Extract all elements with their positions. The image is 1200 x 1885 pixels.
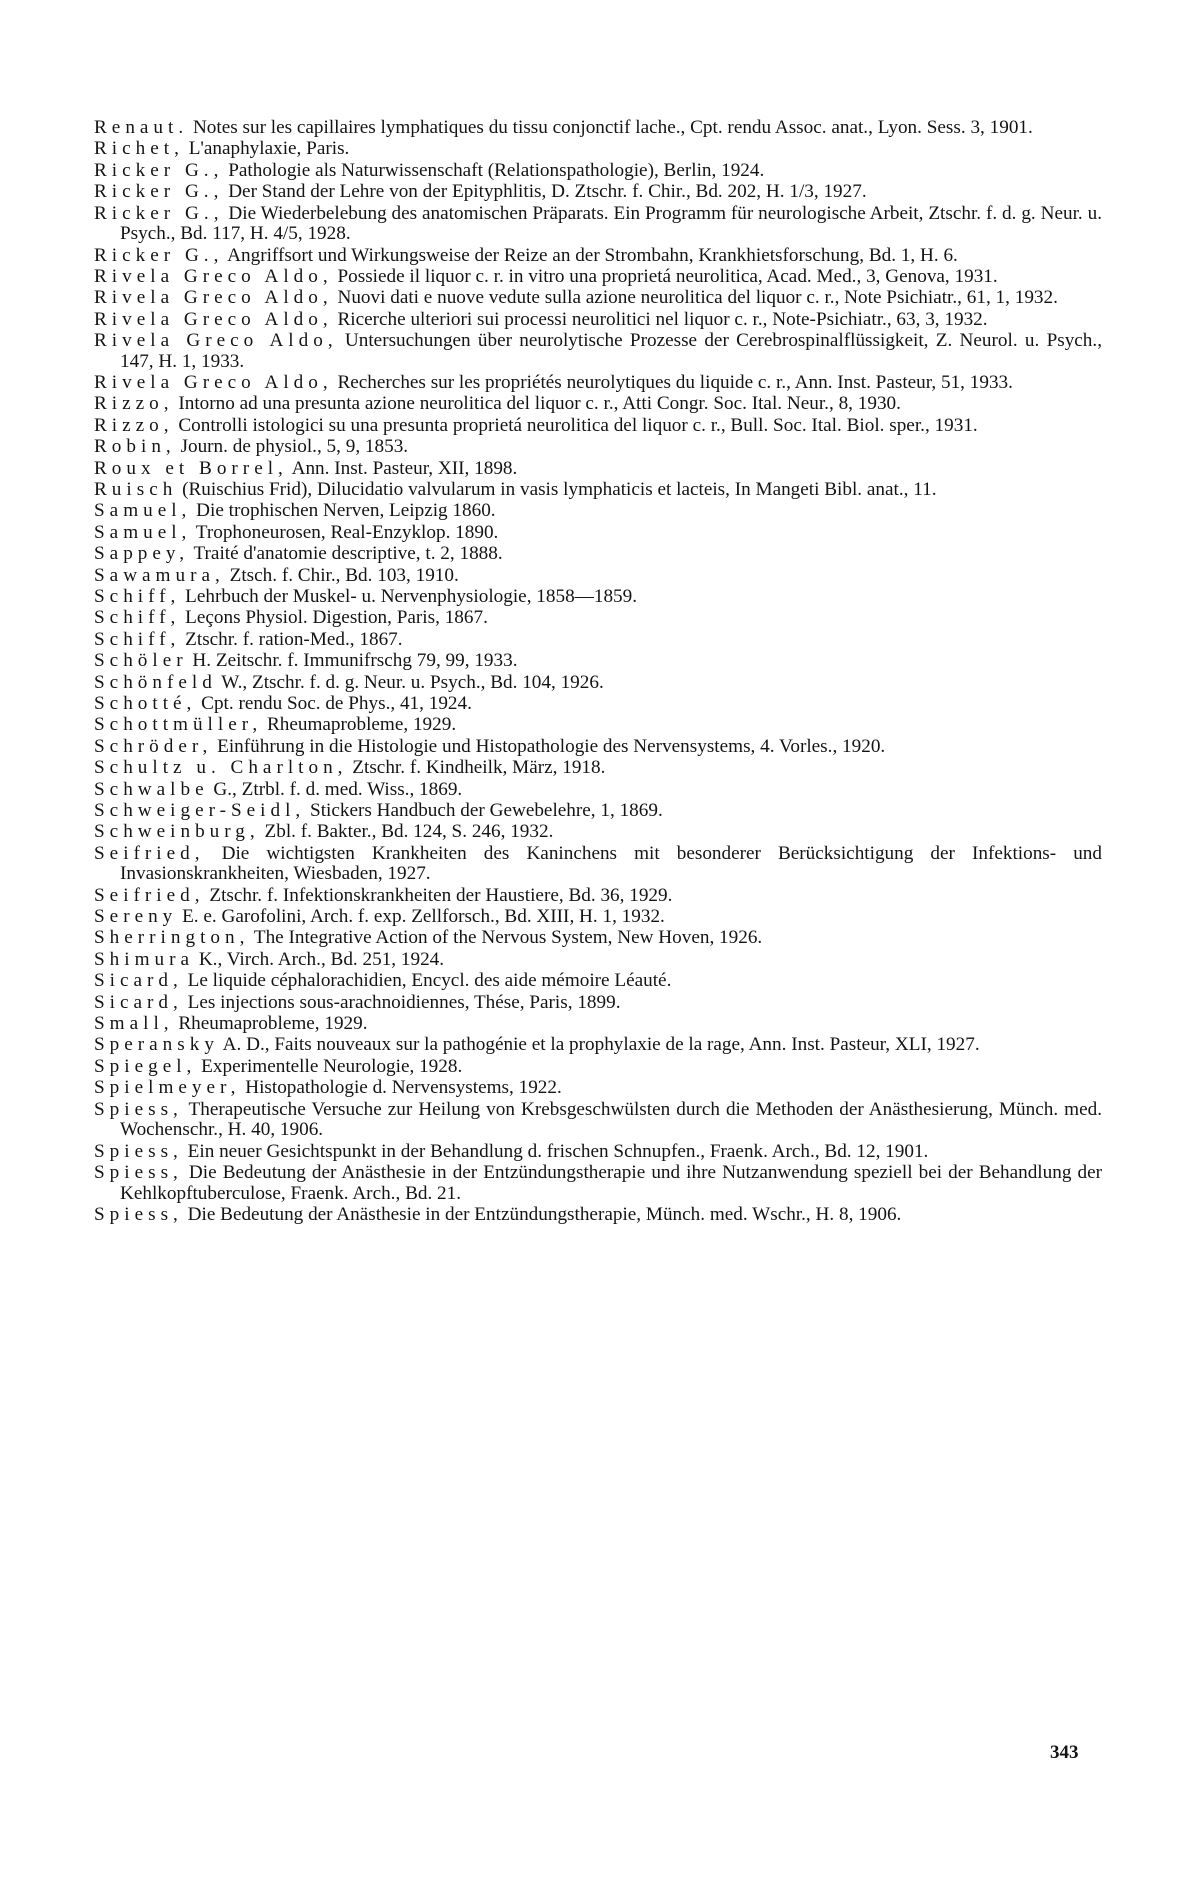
reference-entry <box>94 715 1102 736</box>
reference-text: Ricerche ulteriori sui processi neurolitici nel liquor c. r., Note-Psichiatr., 63, 3, 1932. <box>332 308 988 330</box>
reference-author: Ruisch <box>94 479 178 501</box>
reference-author: Schwalbe <box>94 778 209 800</box>
reference-author: Schottmüller, <box>94 714 263 736</box>
reference-entry <box>94 288 1102 309</box>
reference-author: Spielmeyer, <box>94 1077 241 1099</box>
reference-text: H. Zeitschr. f. Immunifrschg 79, 99, 1933. <box>187 650 518 672</box>
reference-text: Le liquide céphalorachidien, Encycl. des aide mémoire Léauté. <box>182 970 672 992</box>
reference-list <box>94 118 1102 1226</box>
reference-entry <box>94 161 1102 182</box>
reference-entry <box>94 501 1102 522</box>
reference-entry <box>94 118 1102 139</box>
reference-author: Rizzo, <box>94 414 174 436</box>
reference-author: Seifried, <box>94 842 205 864</box>
reference-text: Cpt. rendu Soc. de Phys., 41, 1924. <box>196 692 472 714</box>
reference-text: (Ruischius Frid), Dilucidatio valvularum in vasis lymphaticis et lacteis, In Mangeti Bibl. anat., 11. <box>177 479 937 501</box>
reference-entry <box>94 971 1102 992</box>
reference-text: Ztschr. f. Kindheilk, März, 1918. <box>347 757 606 779</box>
reference-entry <box>94 886 1102 907</box>
reference-author: Rivela Greco Aldo, <box>94 287 333 309</box>
reference-author: Schotté, <box>94 692 197 714</box>
reference-author: Roux et Borrel, <box>94 457 288 479</box>
reference-text: A. D., Faits nouveaux sur la pathogénie et la prophylaxie de la rage, Ann. Inst. Pasteur, XLI, 1927. <box>218 1034 980 1056</box>
reference-text: Therapeutische Versuche zur Heilung von Krebsgeschwülsten durch die Methoden der Anästhesierung, Münch. med. Wochenschr., H. 40, 1906. <box>120 1098 1102 1141</box>
reference-author: Spiess, <box>94 1161 183 1183</box>
reference-entry <box>94 373 1102 394</box>
reference-author: Schweiger-Seidl, <box>94 799 306 821</box>
reference-text: Einführung in die Histologie und Histopathologie des Nervensystems, 4. Vorles., 1920. <box>212 735 886 757</box>
reference-author: Ricker G., <box>94 159 224 181</box>
reference-entry <box>94 1014 1102 1035</box>
reference-author: Renaut. <box>94 117 189 138</box>
reference-author: Sereny <box>94 906 178 928</box>
reference-text: Notes sur les capillaires lymphatiques du tissu conjonctif lache., Cpt. rendu Assoc. anat., Lyon. Sess. 3, 1901. <box>188 117 1033 138</box>
reference-entry <box>94 139 1102 160</box>
reference-text: Intorno ad una presunta azione neurolitica del liquor c. r., Atti Congr. Soc. Ital. Neur., 8, 1930. <box>173 393 901 415</box>
reference-author: Spiess, <box>94 1203 183 1225</box>
reference-text: Die Bedeutung der Anästhesie in der Entzündungstherapie, Münch. med. Wschr., H. 8, 1906. <box>182 1203 902 1225</box>
reference-entry <box>94 204 1102 245</box>
reference-entry <box>94 928 1102 949</box>
reference-entry <box>94 801 1102 822</box>
reference-author: Ricker G., <box>94 181 224 203</box>
reference-author: Richet, <box>94 138 184 160</box>
reference-text: Les injections sous-arachnoidiennes, Thése, Paris, 1899. <box>182 991 621 1013</box>
reference-text: Die Wiederbelebung des anatomischen Präparats. Ein Programm für neurologische Arbeit, Ztschr. f. d. g. Neur. u. Psych., Bd. 117, H. 4/5, 1928. <box>120 202 1102 245</box>
reference-text: W., Ztschr. f. d. g. Neur. u. Psych., Bd. 104, 1926. <box>216 671 604 693</box>
reference-text: Journ. de physiol., 5, 9, 1853. <box>175 436 409 458</box>
reference-text: Die trophischen Nerven, Leipzig 1860. <box>191 500 496 522</box>
reference-text: Ztsch. f. Chir., Bd. 103, 1910. <box>224 564 459 586</box>
reference-entry <box>94 950 1102 971</box>
reference-text: Untersuchungen über neurolytische Prozesse der Cerebrospinalflüssigkeit, Z. Neurol. u. Psych., 147, H. 1, 1933. <box>120 330 1102 372</box>
reference-entry <box>94 844 1102 885</box>
reference-entry <box>94 1205 1102 1226</box>
reference-entry <box>94 1142 1102 1163</box>
reference-entry <box>94 566 1102 587</box>
reference-author: Rivela Greco Aldo, <box>94 308 333 330</box>
reference-text: Possiede il liquor c. r. in vitro una proprietá neurolitica, Acad. Med., 3, Genova, 1931. <box>332 265 998 287</box>
reference-entry <box>94 394 1102 415</box>
reference-author: Seifried, <box>94 884 205 906</box>
reference-entry <box>94 1163 1102 1204</box>
reference-entry <box>94 480 1102 501</box>
reference-author: Small, <box>94 1013 174 1035</box>
reference-author: Schöler <box>94 650 188 672</box>
reference-text: Zbl. f. Bakter., Bd. 124, S. 246, 1932. <box>259 821 554 843</box>
reference-author: Spiess, <box>94 1098 183 1120</box>
reference-author: Speransky <box>94 1034 219 1056</box>
reference-author: Sicard, <box>94 991 183 1013</box>
reference-text: Pathologie als Naturwissenschaft (Relationspathologie), Berlin, 1924. <box>223 159 765 181</box>
reference-entry <box>94 630 1102 651</box>
reference-text: Histopathologie d. Nervensystems, 1922. <box>240 1077 562 1099</box>
reference-text: Trophoneurosen, Real-Enzyklop. 1890. <box>191 521 499 543</box>
reference-author: Rivela Greco Aldo, <box>94 265 333 287</box>
reference-text: Leçons Physiol. Digestion, Paris, 1867. <box>180 607 488 629</box>
reference-author: Samuel, <box>94 500 192 522</box>
reference-author: Ricker G., <box>94 202 224 224</box>
reference-entry <box>94 310 1102 331</box>
reference-author: Shimura <box>94 948 195 970</box>
reference-entry <box>94 993 1102 1014</box>
reference-entry <box>94 182 1102 203</box>
reference-text: The Integrative Action of the Nervous System, New Hoven, 1926. <box>249 927 763 949</box>
reference-entry <box>94 331 1102 372</box>
reference-entry <box>94 459 1102 480</box>
reference-author: Schönfeld <box>94 671 217 693</box>
reference-entry <box>94 694 1102 715</box>
reference-entry <box>94 822 1102 843</box>
reference-entry <box>94 544 1102 565</box>
reference-text: Ein neuer Gesichtspunkt in der Behandlung d. frischen Schnupfen., Fraenk. Arch., Bd. 12, 1901. <box>182 1140 929 1162</box>
reference-entry <box>94 907 1102 928</box>
reference-text: Angriffsort und Wirkungsweise der Reize an der Strombahn, Krankhietsforschung, Bd. 1, H. 6. <box>223 244 958 266</box>
reference-author: Schiff, <box>94 607 181 629</box>
reference-text: Stickers Handbuch der Gewebelehre, 1, 1869. <box>305 799 663 821</box>
reference-text: Nuovi dati e nuove vedute sulla azione neurolitica del liquor c. r., Note Psichiatr., 61, 1, 1932. <box>332 287 1058 309</box>
reference-text: L'anaphylaxie, Paris. <box>183 138 350 160</box>
reference-text: Traité d'anatomie descriptive, t. 2, 1888. <box>189 543 503 565</box>
reference-entry <box>94 1035 1102 1056</box>
reference-entry <box>94 673 1102 694</box>
reference-text: Recherches sur les propriétés neurolytiques du liquide c. r., Ann. Inst. Pasteur, 51, 1933. <box>332 372 1013 394</box>
reference-text: Rheumaprobleme, 1929. <box>173 1013 368 1035</box>
reference-text: G., Ztrbl. f. d. med. Wiss., 1869. <box>208 778 463 800</box>
reference-entry <box>94 267 1102 288</box>
reference-text: Ztschr. f. Infektionskrankheiten der Haustiere, Bd. 36, 1929. <box>204 884 673 906</box>
reference-author: Schultz u. Charlton, <box>94 757 348 779</box>
reference-author: Rivela Greco Aldo, <box>94 372 333 394</box>
reference-entry <box>94 758 1102 779</box>
reference-author: Rivela Greco Aldo, <box>94 330 338 352</box>
reference-text: Die wichtigsten Krankheiten des Kaninchens mit besonderer Berücksichtigung der Infektions- und Invasionskrankheiten, Wiesbaden, 1927. <box>120 842 1102 885</box>
reference-author: Robin, <box>94 436 176 458</box>
reference-entry <box>94 1057 1102 1078</box>
reference-author: Sawamura, <box>94 564 225 586</box>
reference-author: Ricker G., <box>94 244 224 266</box>
reference-entry <box>94 651 1102 672</box>
reference-text: Ztschr. f. ration-Med., 1867. <box>180 628 403 650</box>
reference-author: Spiess, <box>94 1140 183 1162</box>
reference-entry <box>94 416 1102 437</box>
reference-text: Controlli istologici su una presunta proprietá neurolitica del liquor c. r., Bull. Soc. Ital. Biol. sper., 1931. <box>173 414 978 436</box>
reference-text: Ann. Inst. Pasteur, XII, 1898. <box>287 457 518 479</box>
page-number: 343 <box>1050 1742 1079 1763</box>
reference-text: K., Virch. Arch., Bd. 251, 1924. <box>194 948 445 970</box>
reference-author: Spiegel, <box>94 1055 197 1077</box>
reference-author: Sappey, <box>94 543 190 565</box>
reference-author: Sicard, <box>94 970 183 992</box>
reference-text: Die Bedeutung der Anästhesie in der Entzündungstherapie und ihre Nutzanwendung speziell bei der Behandlung der Kehlkopftuberculose, Fraenk. Arch., Bd. 21. <box>120 1161 1102 1204</box>
reference-author: Samuel, <box>94 521 192 543</box>
reference-text: Experimentelle Neurologie, 1928. <box>196 1055 463 1077</box>
reference-entry <box>94 246 1102 267</box>
reference-entry <box>94 587 1102 608</box>
reference-text: E. e. Garofolini, Arch. f. exp. Zellforsch., Bd. XIII, H. 1, 1932. <box>177 906 665 928</box>
reference-text: Der Stand der Lehre von der Epityphlitis, D. Ztschr. f. Chir., Bd. 202, H. 1/3, 1927. <box>223 181 867 203</box>
reference-entry <box>94 1078 1102 1099</box>
reference-entry <box>94 608 1102 629</box>
reference-text: Rheumaprobleme, 1929. <box>262 714 457 736</box>
reference-author: Schröder, <box>94 735 213 757</box>
reference-author: Schiff, <box>94 586 181 607</box>
reference-entry <box>94 780 1102 801</box>
reference-author: Sherrington, <box>94 927 250 949</box>
reference-author: Schiff, <box>94 628 181 650</box>
reference-author: Schweinburg, <box>94 821 260 843</box>
reference-entry <box>94 523 1102 544</box>
reference-entry <box>94 437 1102 458</box>
reference-author: Rizzo, <box>94 393 174 415</box>
reference-entry <box>94 1100 1102 1141</box>
reference-entry <box>94 737 1102 758</box>
reference-text: Lehrbuch der Muskel- u. Nervenphysiologie, 1858—1859. <box>180 586 638 607</box>
